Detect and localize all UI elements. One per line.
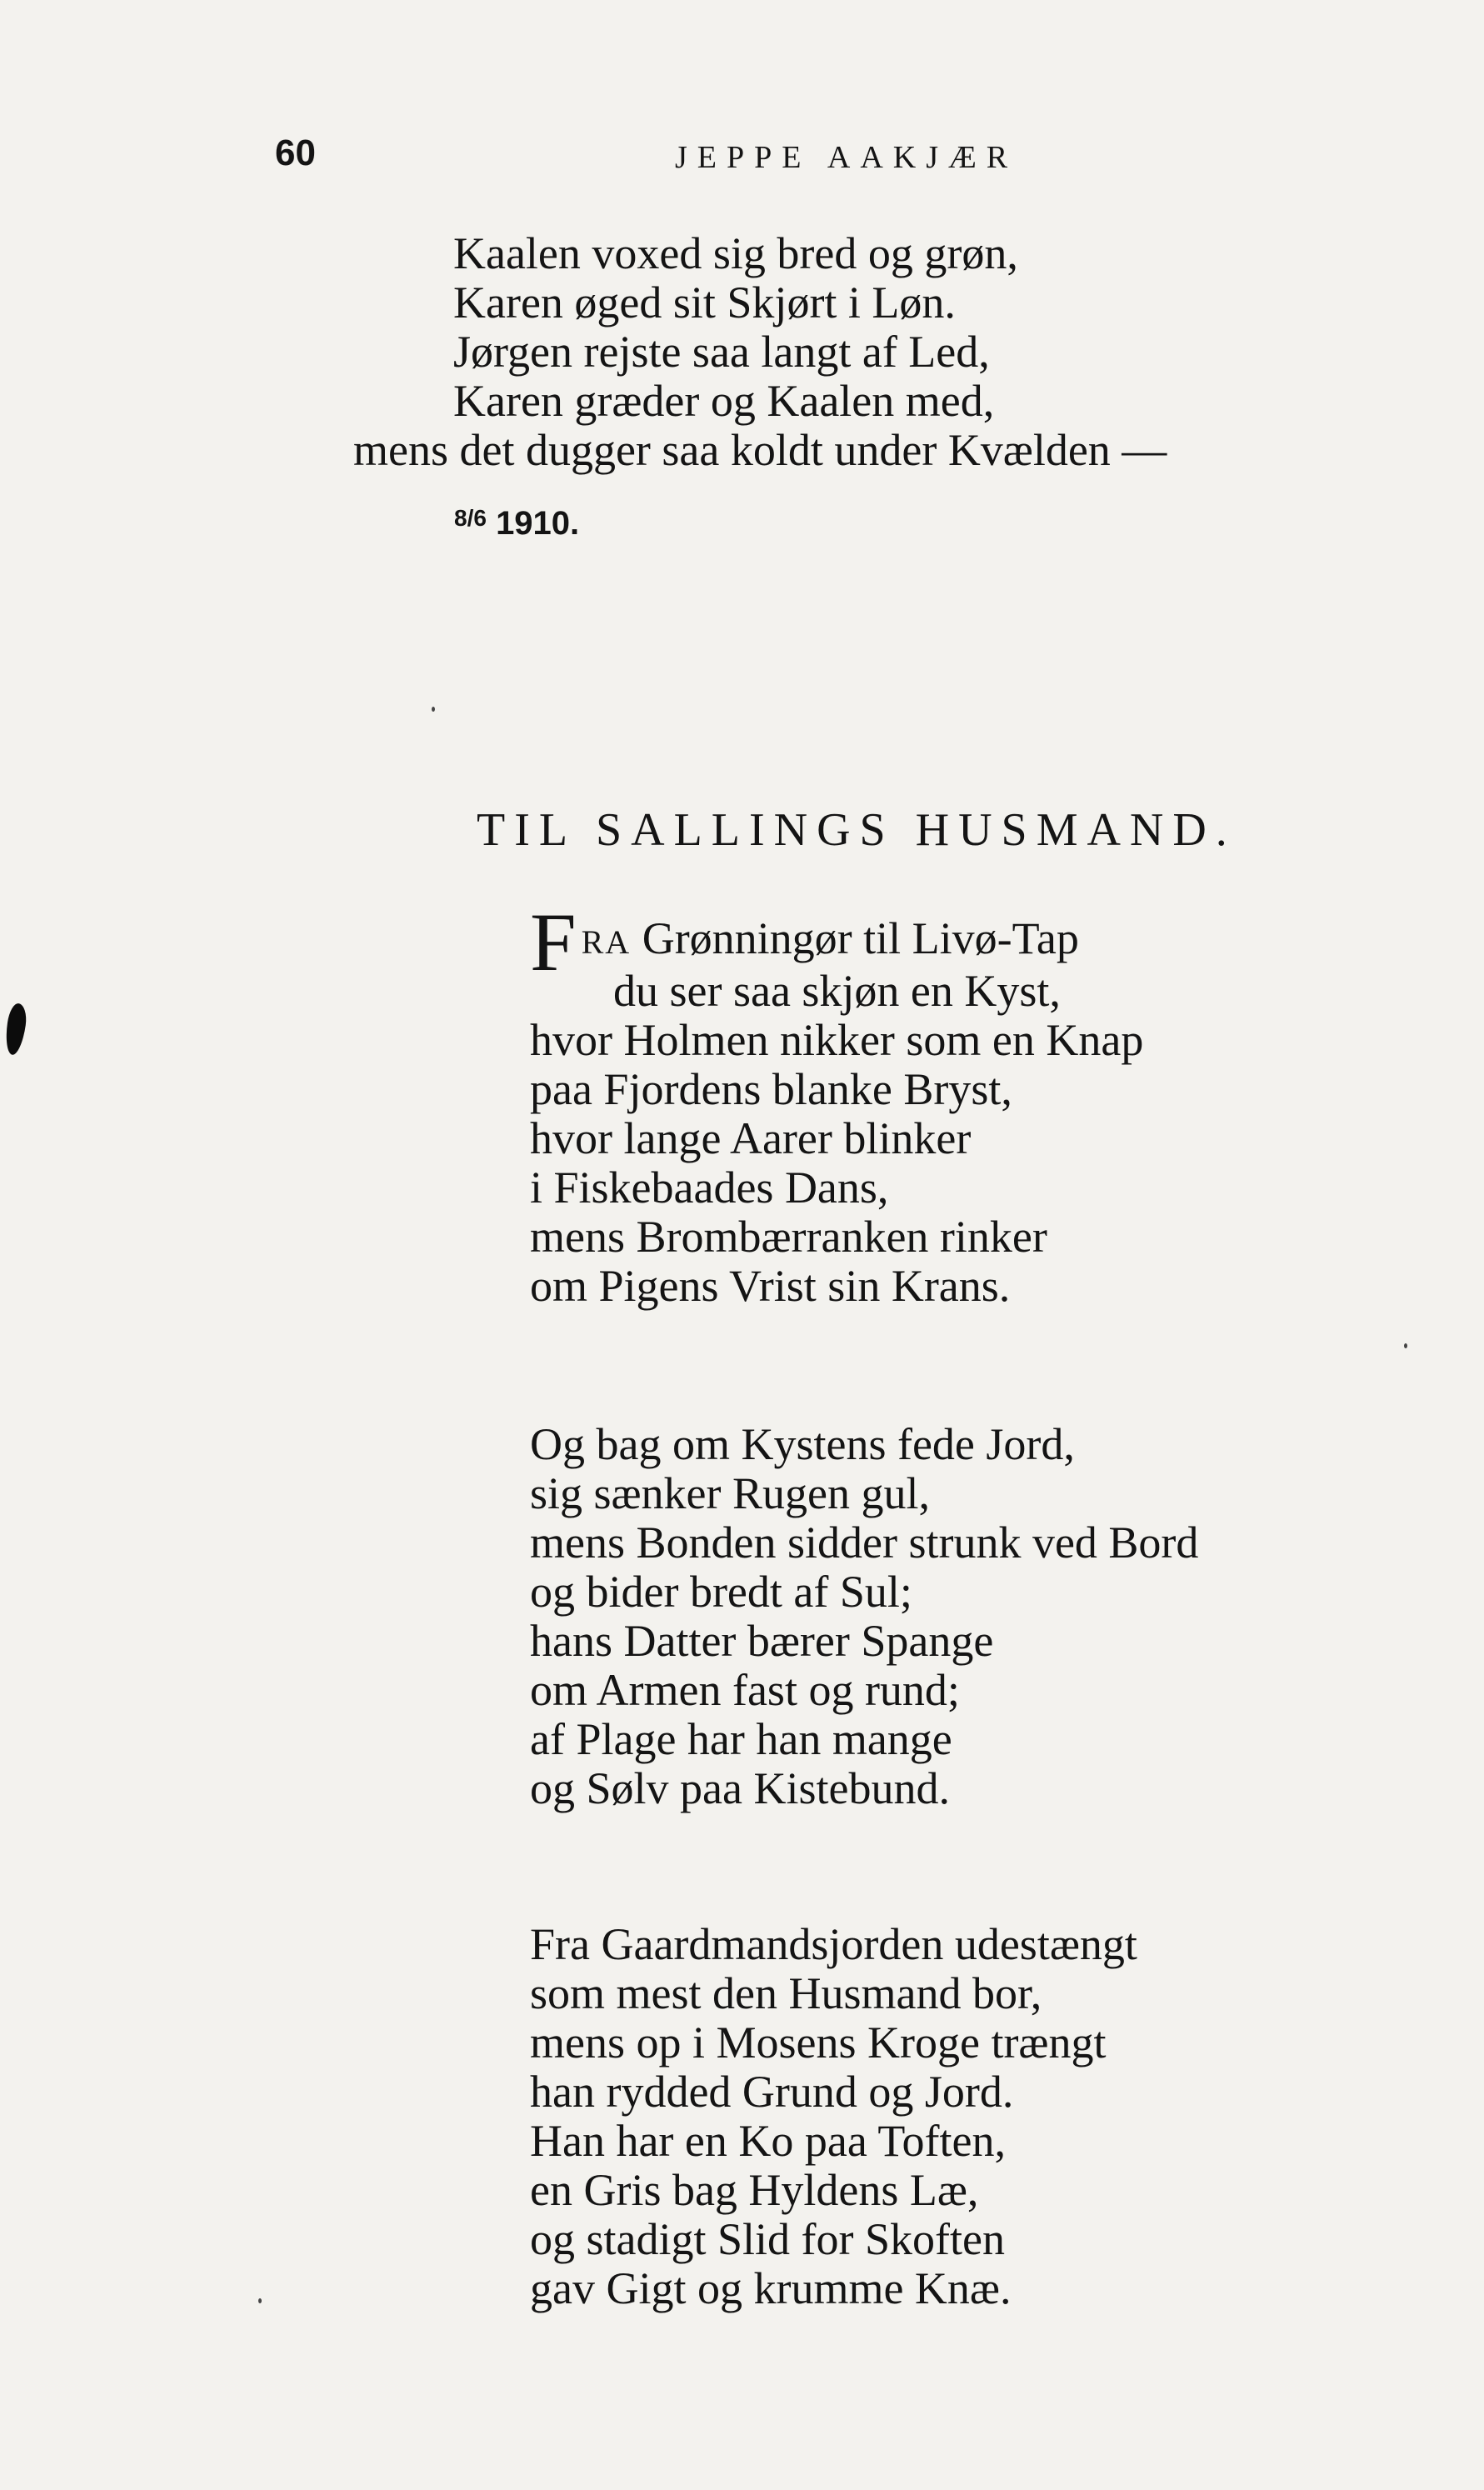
paper-speck bbox=[258, 2298, 262, 2303]
page-number: 60 bbox=[275, 132, 316, 173]
poem-line: mens Brombærranken rinker bbox=[530, 1212, 1047, 1262]
poem-line bbox=[530, 896, 1143, 988]
poem-line: som mest den Husmand bor, bbox=[530, 1968, 1042, 2018]
poem-line: af Plage har han mange bbox=[530, 1714, 952, 1764]
poem-line: du ser saa skjøn en Kyst, bbox=[613, 966, 1061, 1016]
date-fraction: 8/6 bbox=[454, 505, 487, 531]
poem-line: hvor Holmen nikker som en Knap bbox=[530, 1015, 1144, 1065]
previous-poem-ending bbox=[353, 228, 1167, 475]
small-caps-text: RA bbox=[581, 923, 632, 961]
poem-line: Kaalen voxed sig bred og grøn, bbox=[453, 228, 1018, 278]
drop-cap: F bbox=[530, 896, 577, 988]
ink-blot bbox=[3, 1002, 28, 1056]
running-head: JEPPE AAKJÆR bbox=[675, 140, 1018, 175]
poem-line: i Fiskebaades Dans, bbox=[530, 1162, 889, 1212]
poem-line: og stadigt Slid for Skoften bbox=[530, 2214, 1005, 2264]
poem-line: mens Bonden sidder strunk ved Bord bbox=[530, 1518, 1199, 1568]
poem-line: paa Fjordens blanke Bryst, bbox=[530, 1064, 1012, 1114]
poem-line: Karen øged sit Skjørt i Løn. bbox=[453, 278, 956, 328]
date-year: 1910. bbox=[496, 505, 580, 542]
poem-line: om Pigens Vrist sin Krans. bbox=[530, 1261, 1011, 1311]
poem-line: Han har en Ko paa Toften, bbox=[530, 2116, 1007, 2166]
stanza-2 bbox=[530, 1420, 1198, 1813]
paper-speck bbox=[432, 707, 435, 712]
poem-line: og Sølv paa Kistebund. bbox=[530, 1763, 950, 1813]
poem-line: gav Gigt og krumme Knæ. bbox=[530, 2263, 1012, 2313]
poem-line: mens op i Mosens Kroge trængt bbox=[530, 2018, 1107, 2068]
poem-line: sig sænker Rugen gul, bbox=[530, 1468, 930, 1518]
poem-title: TIL SALLINGS HUSMAND. bbox=[477, 804, 1237, 856]
poem-line: Karen græder og Kaalen med, bbox=[453, 376, 995, 426]
poem-date bbox=[454, 507, 579, 540]
poem-line: en Gris bag Hyldens Læ, bbox=[530, 2165, 979, 2215]
poem-line: og bider bredt af Sul; bbox=[530, 1567, 912, 1617]
poem-line: Jørgen rejste saa langt af Led, bbox=[453, 327, 990, 377]
stanza-1 bbox=[530, 896, 1144, 1311]
poem-line: hvor lange Aarer blinker bbox=[530, 1113, 972, 1163]
poem-line: hans Datter bærer Spange bbox=[530, 1616, 994, 1666]
poem-line: han rydded Grund og Jord. bbox=[530, 2067, 1014, 2117]
poem-line: Fra Gaardmandsjorden udestængt bbox=[530, 1919, 1137, 1969]
paper-speck bbox=[1404, 1343, 1407, 1348]
poem-line: mens det dugger saa koldt under Kvælden — bbox=[353, 425, 1167, 475]
first-line-text: Grønningør til Livø-Tap bbox=[631, 913, 1079, 963]
stanza-3 bbox=[530, 1920, 1137, 2313]
poem-line: Og bag om Kystens fede Jord, bbox=[530, 1419, 1075, 1469]
poem-line: om Armen fast og rund; bbox=[530, 1665, 960, 1715]
